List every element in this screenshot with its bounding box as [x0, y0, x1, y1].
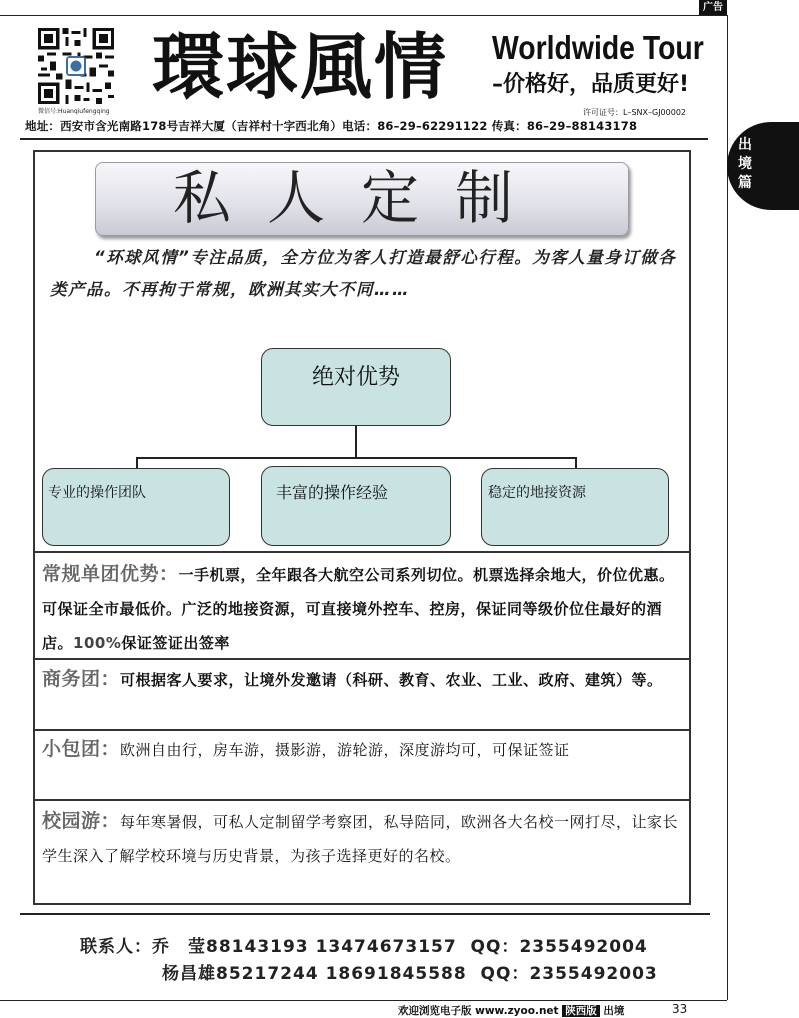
- section-title: 商务团：: [42, 668, 121, 690]
- connector-left: [136, 457, 138, 468]
- banner-title: 私人定制: [172, 164, 549, 232]
- contact-label: 联系人：: [80, 937, 152, 957]
- contact-name: 乔 莹: [152, 937, 206, 957]
- contact-phone: 85217244: [216, 964, 319, 984]
- side-tab-label: 出境篇: [738, 137, 752, 191]
- contact-row-2: [162, 959, 658, 984]
- side-tab-outbound: [727, 122, 799, 210]
- contact-qq: 2355492004: [519, 937, 648, 957]
- top-rule: [0, 15, 727, 16]
- connector-vertical: [355, 426, 357, 458]
- brand-name: 環球風情: [152, 24, 449, 109]
- page-number: 33: [672, 1002, 688, 1016]
- contact-qq-label: QQ：: [480, 964, 530, 984]
- section-divider: [35, 551, 690, 553]
- diagram-node-experience-label: 丰富的操作经验: [276, 483, 389, 502]
- intro-text: “环球风情”专注品质，全方位为客人打造最舒心行程。为客人量身订做各类产品。不再拘于常规，欧洲其实大不同……: [50, 248, 677, 299]
- section-small-group: [42, 732, 687, 767]
- footer-divider: [20, 913, 710, 915]
- wechat-id: 微信号:Huanqiufengqing: [38, 108, 110, 115]
- diagram-node-team: [42, 468, 230, 546]
- section-standard-group: [42, 557, 687, 660]
- diagram-node-resources-label: 稳定的地接资源: [488, 485, 586, 501]
- header-divider: [20, 138, 708, 140]
- section-title: 常规单团优势：: [42, 563, 179, 585]
- brand-english: Worldwide Tour: [492, 29, 704, 66]
- license-number: 许可证号：L–SNX–GJ00002: [583, 108, 687, 117]
- section-title: 小包团：: [42, 738, 121, 760]
- address-line: 地址：西安市含光南路178号吉祥大厦（吉祥村十字西北角）电话：86–29–62291122 传真：86–29–88143178: [25, 119, 638, 133]
- qr-code-icon: [38, 28, 114, 104]
- contact-mobile: 18691845588: [325, 964, 467, 984]
- section-divider: [35, 658, 690, 660]
- contact-qq: 2355492003: [529, 964, 658, 984]
- section-divider: [35, 729, 690, 731]
- contact-mobile: 13474673157: [315, 937, 457, 957]
- section-business-group: [42, 662, 687, 697]
- contact-phone: 88143193: [206, 937, 309, 957]
- page-footer: [398, 1003, 624, 1018]
- section-tail: 保证签证出签率: [121, 634, 230, 652]
- section-body: 每年寒暑假，可私人定制留学考察团，私导陪同，欧洲各大名校一网打尽，让家长学生深入了解学校环境与历史背景，为孩子选择更好的名校。: [42, 813, 679, 865]
- footer-edition: 陕西版: [562, 1005, 600, 1017]
- section-divider: [35, 799, 690, 801]
- section-highlight: 100%: [73, 634, 122, 652]
- section-body: 欧洲自由行，房车游，摄影游，游轮游，深度游均可，可保证签证: [120, 741, 570, 759]
- footer-section: 出境: [603, 1005, 625, 1017]
- connector-horizontal: [136, 457, 576, 459]
- ad-tag: 广告: [699, 0, 727, 15]
- section-body: 一手机票，全年跟各大航空公司系列切位。机票选择余地大，价位优惠。可保证全市最低价。广泛的地接资源，可直接境外控车、控房，保证同等级价位住最好的酒店。: [42, 566, 675, 652]
- section-body: 可根据客人要求，让境外发邀请（科研、教育、农业、工业、政府、建筑）等。: [120, 671, 663, 689]
- section-title: 校园游：: [42, 810, 121, 832]
- contact-row-1: [80, 932, 648, 957]
- section-campus-tour: [42, 804, 687, 873]
- diagram-root-label: 绝对优势: [311, 365, 400, 390]
- diagram-node-resources: [481, 468, 669, 546]
- slogan: –价格好，品质更好!: [492, 72, 690, 97]
- footer-welcome: 欢迎浏览电子版 www.zyoo.net: [398, 1005, 559, 1017]
- diagram-node-team-label: 专业的操作团队: [48, 485, 146, 501]
- contact-name: 杨昌雄: [162, 964, 216, 984]
- connector-right: [575, 457, 577, 468]
- diagram-node-experience: [261, 466, 451, 546]
- contact-qq-label: QQ：: [470, 937, 520, 957]
- page-bottom-rule: [0, 1000, 727, 1001]
